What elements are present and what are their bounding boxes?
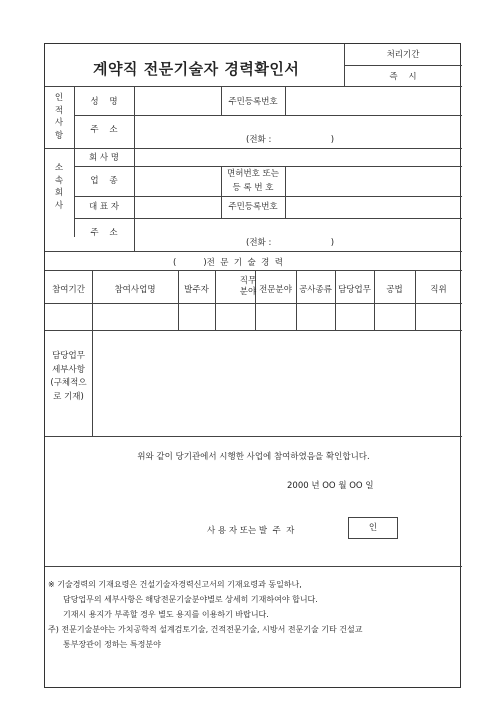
processing-divider [344,65,462,66]
seal-mark: 인 [368,523,378,533]
note-line-2: 담당업무의 세부사항은 해당전문기술분야별로 상세히 기재하여야 합니다. [63,595,318,604]
name-row-bottom [74,115,462,116]
col-position: 직위 [430,285,447,295]
col-specialty: 전문분야 [259,285,292,295]
row-div-7 [374,303,375,330]
license-number-label-2: 등 록 번 호 [232,183,274,193]
note-line-1: ※ 기술경력의 기재요령은 건설기술자경력신고서의 기재요령과 동일하나, [48,580,302,589]
confirmation-date: 2000 년 OO 월 OO 일 [287,481,374,491]
label-column-divider [134,86,135,251]
license-number-label-1: 면허번호 또는 [227,169,279,179]
note-line-4: 주) 전문기술분야는 가치공학적 설계검토기술, 건적전문기술, 시방서 전문기술 기타 건설교 [48,625,363,634]
duty-label-line-2: 세부사항 [52,364,85,375]
col-construction-type: 공사종류 [299,285,332,295]
confirm-section-bottom [45,566,462,567]
signer-label: 사 용 자 또는 발 주 자 [207,526,295,536]
affiliation-group-label: 소 속 회 사 [54,163,64,211]
personal-phone-text: (전화 : ) [246,135,335,145]
row-div-8 [415,303,416,330]
row-div-2 [178,303,179,330]
row-div-6 [335,303,336,330]
personal-address-label: 주 소 [90,125,118,135]
row-div-5 [296,303,297,330]
title-bottom-line [45,86,462,87]
company-row-bottom [74,166,462,167]
col-project-name: 참여사업명 [114,285,156,295]
duty-label-line-1: 담당업무 [52,351,85,361]
career-header-bottom [45,303,462,304]
ceo-row-bottom [74,218,462,219]
row-div-1 [92,303,93,330]
col-client: 발주자 [184,285,209,295]
license-divider [285,166,286,218]
duty-divider [92,330,93,436]
col-job-field: 직무분야 [239,276,257,297]
company-address-label: 주 소 [90,228,118,238]
career-heading: ( )전 문 기 술 경 력 [173,258,283,268]
personal-section-bottom [45,148,462,149]
duty-section-bottom [45,436,462,437]
affiliation-section-bottom [45,251,462,252]
processing-period-label: 처리기간 [386,50,420,60]
ceo-label: 대 표 자 [88,202,120,212]
col-div-3 [215,270,216,303]
ceo-resident-label: 주민등록번호 [228,202,278,212]
note-line-5: 통부장관이 정하는 특정분야 [63,640,161,649]
col-method: 공법 [386,285,403,295]
company-name-label: 회 사 명 [88,153,120,163]
row-div-4 [255,303,256,330]
company-phone-text: (전화 : ) [246,238,335,248]
duty-details-label [45,350,92,404]
confirmation-statement: 위와 같이 당기관에서 시행한 사업에 참여하였음을 확인합니다. [137,452,370,462]
row-div-3 [215,303,216,330]
processing-period-value: 즉 시 [389,72,417,82]
duty-label-line-3: (구체적으 [50,378,87,388]
name-label: 성 명 [90,97,118,107]
resident-number-label: 주민등록번호 [228,97,278,107]
resident-divider [285,86,286,115]
note-line-3: 기재시 용지가 부족할 경우 별도 용지를 이용하기 바랍니다. [63,610,269,619]
business-type-label: 업 종 [90,176,118,186]
career-heading-bottom [45,270,462,271]
personal-info-group-label: 인 적 사 항 [54,93,64,141]
duty-label-line-4: 로 기재) [53,391,84,402]
career-row-bottom [45,330,462,331]
col-participation-period: 참여기간 [52,285,85,295]
business-row-bottom [74,196,462,197]
career-confirmation-form [44,43,461,688]
col-duty: 담당업무 [338,285,371,295]
form-title: 계약직 전문기술자 경력확인서 [93,60,300,78]
